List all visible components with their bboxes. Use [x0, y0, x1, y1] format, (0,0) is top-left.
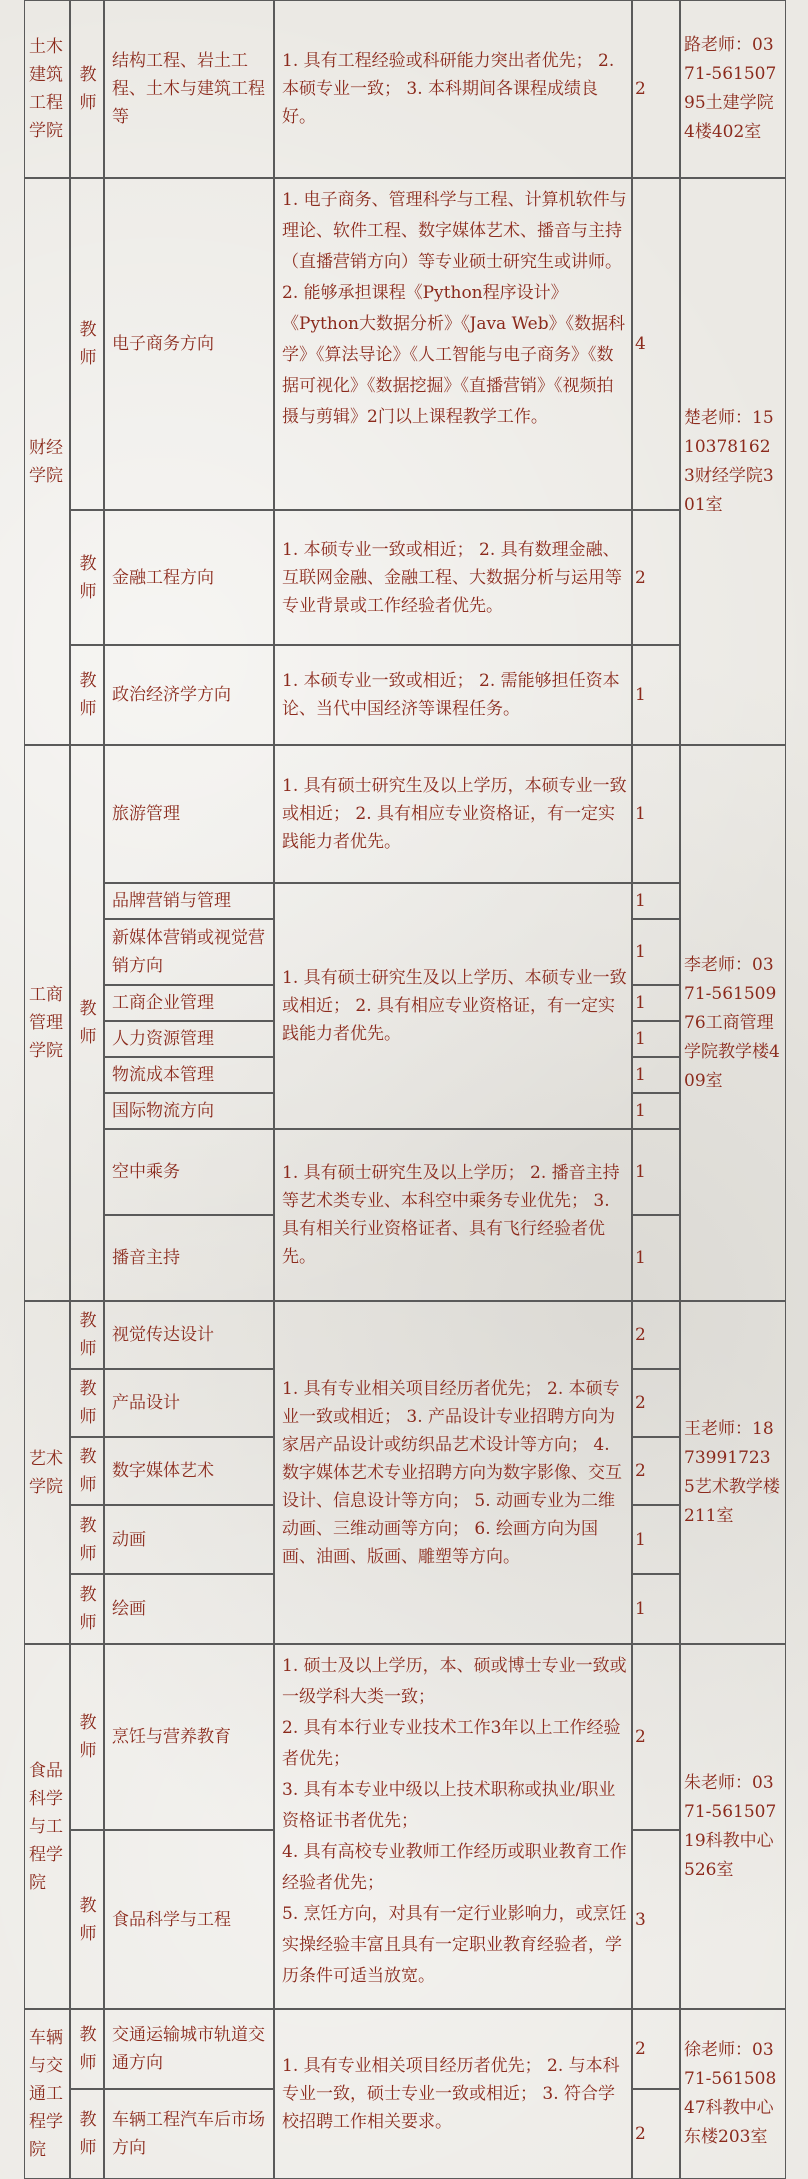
- college-cell-civil: [24, 0, 70, 178]
- count-value: 1: [635, 942, 646, 962]
- requirements-cell: [274, 178, 632, 510]
- contact-cell: [680, 1301, 786, 1644]
- role-label: 教师: [79, 1447, 97, 1495]
- count-value: 2: [635, 1727, 646, 1747]
- count-cell: [632, 510, 680, 645]
- count-cell: [632, 1021, 680, 1057]
- major-name: 数字媒体艺术: [112, 1461, 214, 1481]
- count-cell: [632, 1437, 680, 1505]
- requirement-line: 2. 本硕专业一致或相近；: [282, 1378, 620, 1427]
- requirement-line: 1. 具有专业相关项目经历者优先；: [282, 1378, 542, 1399]
- count-value: 2: [635, 2039, 646, 2059]
- role-label: 教师: [79, 1585, 97, 1633]
- count-cell: [632, 985, 680, 1021]
- count-cell: [632, 645, 680, 745]
- count-value: 1: [635, 685, 646, 705]
- requirement-line: 2. 播音主持等艺术类专业、本科空中乘务专业优先；: [282, 1163, 620, 1211]
- contact-cell: [680, 1644, 786, 2009]
- count-cell: [632, 0, 680, 178]
- requirements-cell: [274, 1644, 632, 2009]
- role-label: 教师: [79, 671, 97, 719]
- major-cell: [104, 2009, 274, 2089]
- contact-info: 楚老师：15103781623财经学院301室: [684, 407, 774, 515]
- major-cell: [104, 510, 274, 645]
- contact-cell: [680, 0, 786, 178]
- count-value: 1: [635, 891, 646, 911]
- college-name: 食品科学与工程学院: [29, 1760, 63, 1893]
- college-name: 土木建筑工程学院: [29, 37, 63, 141]
- role-cell: [70, 645, 104, 745]
- role-cell: [70, 178, 104, 510]
- major-cell: [104, 1830, 274, 2009]
- major-name: 新媒体营销或视觉营销方向: [112, 928, 265, 976]
- count-cell: [632, 1369, 680, 1437]
- requirement-line: 5. 烹饪方向，对具有一定行业影响力，或烹饪实操经验丰富且具有一定职业教育经验者，学历条件可适当放宽。: [282, 1904, 627, 1986]
- count-value: 1: [635, 993, 646, 1013]
- count-cell: [632, 1093, 680, 1129]
- major-cell: [104, 1437, 274, 1505]
- requirement-line: 2. 具有相应专业资格证，有一定实践能力者优先。: [282, 804, 616, 852]
- college-name: 财经学院: [29, 437, 63, 486]
- major-cell: [104, 2089, 274, 2179]
- major-name: 播音主持: [112, 1248, 180, 1268]
- requirement-line: 3. 产品设计专业招聘方向为家居产品设计或纺织品艺术设计等方向；: [282, 1406, 616, 1455]
- requirement-line: 1. 硕士及以上学历，本、硕或博士专业一致或一级学科大类一致；: [282, 1656, 627, 1707]
- requirement-line: 1. 电子商务、管理科学与工程、计算机软件与理论、软件工程、数字媒体艺术、播音与主持（直播营销方向）等专业硕士研究生或讲师。: [282, 190, 627, 272]
- college-name: 车辆与交通工程学院: [29, 2028, 63, 2160]
- major-name: 空中乘务: [112, 1162, 180, 1182]
- requirement-line: 3. 符合学校招聘工作相关要求。: [282, 2084, 616, 2132]
- college-cell-business: [24, 745, 70, 1301]
- role-cell: [70, 0, 104, 178]
- count-value: 2: [635, 79, 646, 99]
- requirements-cell: [274, 1129, 632, 1301]
- major-name: 动画: [112, 1529, 146, 1550]
- requirements-cell: [274, 1301, 632, 1644]
- college-name: 艺术学院: [29, 1448, 63, 1497]
- count-value: 2: [635, 1461, 646, 1481]
- major-name: 金融工程方向: [112, 567, 214, 588]
- requirement-line: 4. 数字媒体艺术专业招聘方向为数字影像、交互设计、信息设计等方向；: [282, 1434, 622, 1511]
- count-value: 1: [635, 804, 646, 824]
- requirement-line: 2. 具有本行业专业技术工作3年以上工作经验者优先；: [282, 1718, 621, 1769]
- major-cell: [104, 1301, 274, 1369]
- contact-info: 李老师：0371-56150976工商管理学院教学楼409室: [684, 954, 780, 1091]
- contact-info: 徐老师：0371-56150847科教中心东楼203室: [684, 2040, 777, 2147]
- requirement-line: 3. 具有本专业中级以上技术职称或执业/职业资格证书者优先；: [282, 1780, 616, 1831]
- count-cell: [632, 2089, 680, 2179]
- count-cell: [632, 919, 680, 985]
- role-label: 教师: [79, 2025, 97, 2073]
- requirement-line: 1. 本硕专业一致或相近；: [282, 539, 474, 560]
- major-name: 食品科学与工程: [112, 1909, 231, 1930]
- contact-info: 朱老师：0371-56150719科教中心526室: [684, 1772, 777, 1880]
- major-cell: [104, 745, 274, 883]
- college-name: 工商管理学院: [29, 985, 63, 1061]
- requirement-line: 6. 绘画方向为国画、油画、版画、雕塑等方向。: [282, 1518, 599, 1567]
- major-cell: [104, 919, 274, 985]
- major-cell: [104, 1644, 274, 1830]
- count-cell: [632, 1129, 680, 1215]
- count-cell: [632, 2009, 680, 2089]
- major-cell: [104, 1057, 274, 1093]
- college-cell-art: [24, 1301, 70, 1644]
- requirement-line: 2. 具有相应专业资格证，有一定实践能力者优先。: [282, 996, 616, 1044]
- contact-cell: [680, 2009, 786, 2179]
- major-name: 人力资源管理: [112, 1029, 214, 1049]
- count-cell: [632, 1505, 680, 1574]
- major-name: 结构工程、岩土工程、土木与建筑工程等: [112, 51, 265, 127]
- major-name: 车辆工程汽车后市场方向: [112, 2110, 265, 2158]
- requirements-cell: [274, 0, 632, 178]
- major-cell: [104, 883, 274, 919]
- role-label: 教师: [79, 1379, 97, 1427]
- count-value: 1: [635, 1248, 646, 1268]
- major-name: 电子商务方向: [112, 334, 214, 354]
- major-name: 政治经济学方向: [112, 685, 231, 705]
- count-value: 1: [635, 1162, 646, 1182]
- count-value: 1: [635, 1599, 646, 1619]
- requirements-cell: [274, 883, 632, 1129]
- contact-cell: [680, 745, 786, 1301]
- requirement-line: 3. 本科期间各课程成绩良好。: [282, 79, 599, 127]
- count-value: 2: [635, 2124, 646, 2144]
- major-name: 旅游管理: [112, 804, 180, 824]
- count-value: 4: [635, 334, 646, 354]
- role-label: 教师: [79, 1311, 97, 1359]
- role-cell: [70, 1369, 104, 1437]
- role-cell: [70, 1505, 104, 1574]
- requirement-line: 2. 本硕专业一致；: [282, 51, 615, 99]
- role-cell: [70, 510, 104, 645]
- major-cell: [104, 645, 274, 745]
- count-value: 1: [635, 1065, 646, 1085]
- count-cell: [632, 1301, 680, 1369]
- major-cell: [104, 1505, 274, 1574]
- count-cell: [632, 1830, 680, 2009]
- major-name: 烹饪与营养教育: [112, 1727, 231, 1747]
- major-cell: [104, 1093, 274, 1129]
- major-name: 绘画: [112, 1599, 146, 1619]
- role-label: 教师: [79, 1895, 97, 1944]
- role-label: 教师: [79, 65, 97, 113]
- count-cell: [632, 1574, 680, 1644]
- role-cell: [70, 1830, 104, 2009]
- major-cell: [104, 1574, 274, 1644]
- major-cell: [104, 1215, 274, 1301]
- count-cell: [632, 745, 680, 883]
- role-cell: [70, 1437, 104, 1505]
- role-cell: [70, 2089, 104, 2179]
- contact-info: 王老师：18739917235艺术教学楼211室: [684, 1418, 780, 1526]
- role-label: 教师: [79, 1515, 97, 1564]
- major-cell: [104, 1369, 274, 1437]
- count-value: 1: [635, 1029, 646, 1049]
- major-name: 国际物流方向: [112, 1101, 214, 1121]
- requirement-line: 2. 需能够担任资本论、当代中国经济等课程任务。: [282, 671, 620, 719]
- major-name: 物流成本管理: [112, 1065, 214, 1085]
- requirement-line: 1. 具有硕士研究生及以上学历，本硕专业一致或相近；: [282, 776, 627, 824]
- role-label: 教师: [79, 553, 97, 602]
- count-cell: [632, 883, 680, 919]
- role-cell: [70, 1301, 104, 1369]
- requirement-line: 1. 本硕专业一致或相近；: [282, 671, 474, 691]
- requirements-cell: [274, 510, 632, 645]
- requirement-line: 1. 具有工程经验或科研能力突出者优先；: [282, 51, 593, 71]
- requirement-line: 1. 具有硕士研究生及以上学历、本硕专业一致或相近；: [282, 968, 627, 1016]
- contact-cell: [680, 178, 786, 745]
- count-value: 2: [635, 1325, 646, 1345]
- requirement-line: 5. 动画专业为二维动画、三维动画等方向；: [282, 1490, 616, 1539]
- count-cell: [632, 1644, 680, 1830]
- major-name: 视觉传达设计: [112, 1325, 214, 1345]
- count-value: 1: [635, 1101, 646, 1121]
- requirement-line: 4. 具有高校专业教师工作经历或职业教育工作经验者优先；: [282, 1842, 627, 1893]
- role-cell: [70, 1574, 104, 1644]
- requirements-cell: [274, 2009, 632, 2179]
- college-cell-vehicle: [24, 2009, 70, 2179]
- college-cell-finance: [24, 178, 70, 745]
- major-name: 产品设计: [112, 1393, 180, 1413]
- role-cell: [70, 745, 104, 1301]
- requirement-line: 2. 能够承担课程《Python程序设计》《Python大数据分析》《Java Web》《数据科学》《算法导论》《人工智能与电子商务》《数据可视化》《数据挖掘》《直播营销》《视频拍摄与剪辑》2门以上课程教学工作。: [282, 283, 626, 427]
- major-cell: [104, 985, 274, 1021]
- role-label: 教师: [79, 1713, 97, 1761]
- major-cell: [104, 178, 274, 510]
- count-value: 3: [635, 1909, 646, 1930]
- requirement-line: 3. 具有相关行业资格证者、具有飞行经验者优先。: [282, 1191, 610, 1267]
- role-label: 教师: [79, 2110, 97, 2158]
- major-name: 工商企业管理: [112, 993, 214, 1013]
- major-cell: [104, 0, 274, 178]
- major-cell: [104, 1021, 274, 1057]
- count-value: 2: [635, 567, 646, 588]
- count-value: 1: [635, 1529, 646, 1550]
- requirements-cell: [274, 645, 632, 745]
- role-label: 教师: [79, 320, 97, 368]
- contact-info: 路老师：0371-56150795土建学院4楼402室: [684, 35, 777, 142]
- count-cell: [632, 178, 680, 510]
- count-cell: [632, 1215, 680, 1301]
- requirement-line: 2. 具有数理金融、互联网金融、金融工程、大数据分析与运用等专业背景或工作经验者优先。: [282, 539, 622, 616]
- requirement-line: 1. 具有专业相关项目经历者优先；: [282, 2056, 542, 2076]
- role-label: 教师: [79, 999, 97, 1047]
- count-cell: [632, 1057, 680, 1093]
- role-cell: [70, 1644, 104, 1830]
- major-name: 品牌营销与管理: [112, 891, 231, 911]
- college-cell-food: [24, 1644, 70, 2009]
- requirement-line: 1. 具有硕士研究生及以上学历；: [282, 1163, 525, 1183]
- major-cell: [104, 1129, 274, 1215]
- role-cell: [70, 2009, 104, 2089]
- count-value: 2: [635, 1393, 646, 1413]
- major-name: 交通运输城市轨道交通方向: [112, 2025, 265, 2073]
- requirements-cell: [274, 745, 632, 883]
- requirement-line: 2. 与本科专业一致，硕士专业一致或相近；: [282, 2056, 620, 2104]
